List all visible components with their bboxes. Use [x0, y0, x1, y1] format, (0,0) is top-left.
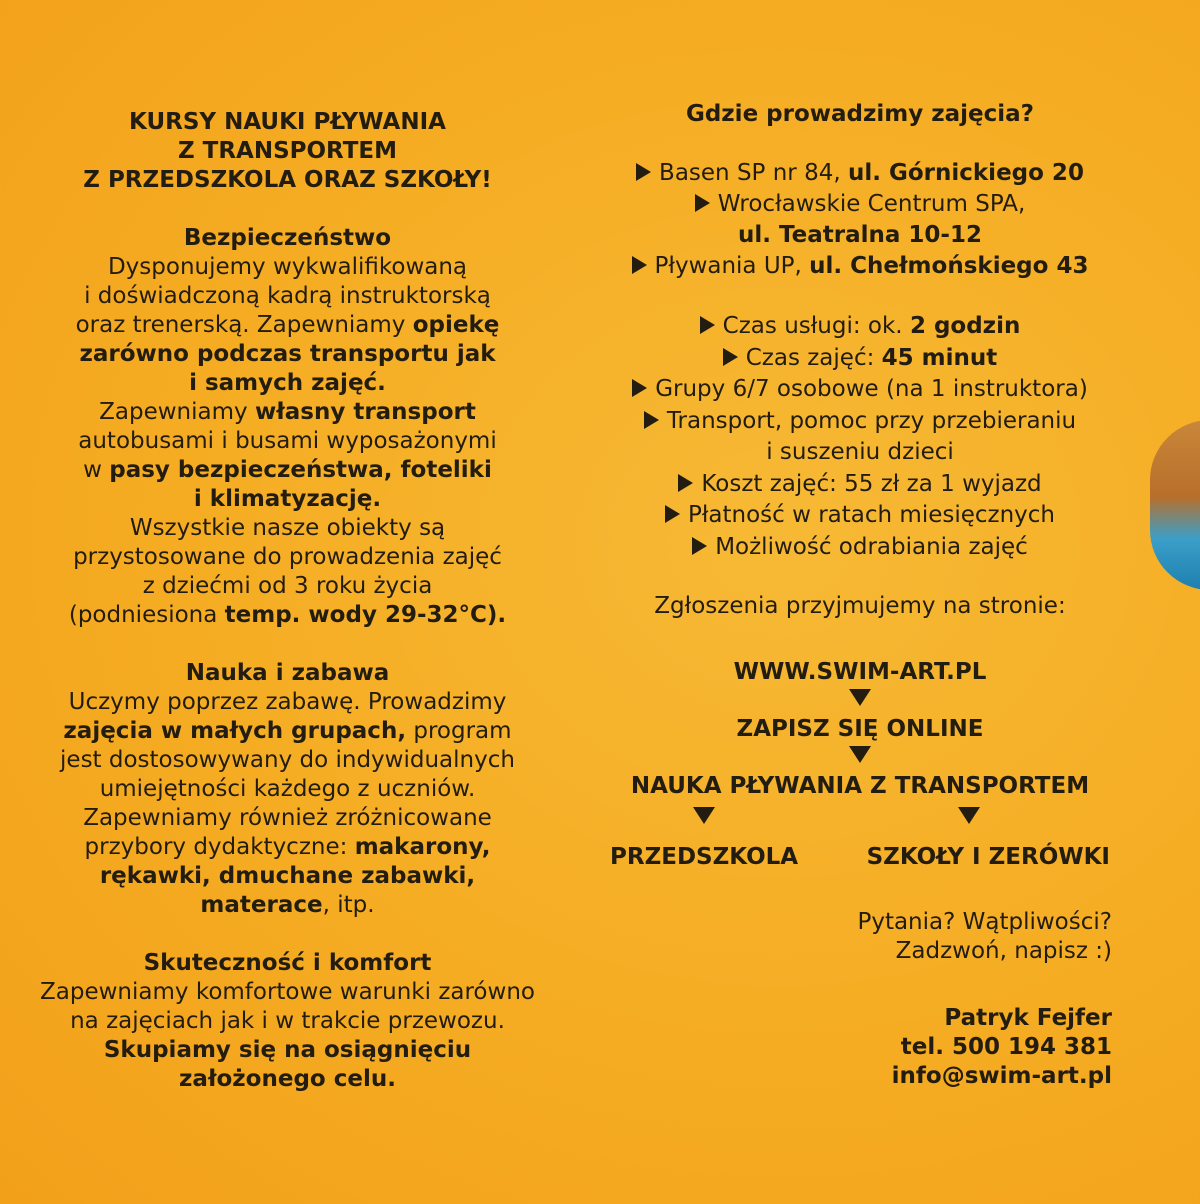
branch-targets [600, 843, 1120, 872]
feature-item: Płatność w ratach miesięcznych [600, 500, 1120, 532]
triangle-right-icon [723, 348, 738, 366]
safety-text: Dysponujemy wykwalifikowaną i doświadczoną kadrą instruktorską oraz trenerską. Zapewniamy opiekę zarówno podczas transportu jak i samych zajęć. Zapewniamy własny transport autobusami i busami wyposażonymi w pasy bezpieczeństwa, foteliki i klimatyzację. Wszystkie nasze obiekty są przystosowane do prowadzenia zajęć z dziećmi od 3 roku życia (podniesiona temp. wody 29-32°C). [68, 254, 507, 628]
contact-email[interactable]: info@swim-art.pl [891, 1063, 1112, 1089]
location-list [600, 158, 1120, 282]
arrow-down-icon [849, 746, 871, 763]
feature-item: Możliwość odrabiania zajęć [600, 532, 1120, 564]
feature-item: Czas usługi: ok. 2 godzin [600, 311, 1120, 343]
signup-text: Zgłoszenia przyjmujemy na stronie: [654, 593, 1066, 619]
swimmer-photo-edge [1150, 420, 1200, 590]
triangle-right-icon [700, 316, 715, 334]
location-item: Wrocławskie Centrum SPA, ul. Teatralna 10-12 [600, 189, 1120, 251]
location-item: Pływania UP, ul. Chełmońskiego 43 [600, 251, 1120, 282]
feature-item: Grupy 6/7 osobowe (na 1 instruktora) [600, 374, 1120, 406]
feature-list [600, 311, 1120, 563]
main-heading-line: KURSY NAUKI PŁYWANIA [129, 109, 446, 135]
fun-title: Nauka i zabawa [185, 660, 390, 686]
effect-text: Zapewniamy komfortowe warunki zarówno na zajęciach jak i w trakcie przewozu. Skupiamy się na osiągnięciu założonego celu. [40, 979, 535, 1092]
contact-phone[interactable]: tel. 500 194 381 [900, 1034, 1112, 1060]
right-column [600, 100, 1120, 1091]
website-link[interactable]: WWW.SWIM-ART.PL [733, 659, 987, 685]
effect-title: Skuteczność i komfort [143, 950, 432, 976]
course-step: NAUKA PŁYWANIA Z TRANSPORTEM [630, 773, 1090, 799]
triangle-right-icon [678, 474, 693, 492]
triangle-right-icon [632, 256, 647, 274]
where-title: Gdzie prowadzimy zajęcia? [685, 101, 1035, 127]
contact-name: Patryk Fejfer [944, 1005, 1112, 1031]
questions-text: Pytania? Wątpliwości? Zadzwoń, napisz :) [857, 909, 1112, 964]
triangle-right-icon [665, 505, 680, 523]
contact-block [600, 1004, 1120, 1091]
preschool-option: PRZEDSZKOLA [610, 844, 799, 870]
feature-item: Transport, pomoc przy przebieraniu i suszeniu dzieci [600, 406, 1120, 469]
school-option: SZKOŁY I ZERÓWKI [866, 844, 1110, 870]
main-heading-line: Z PRZEDSZKOLA ORAZ SZKOŁY! [83, 167, 492, 193]
arrow-down-icon [693, 807, 715, 824]
signup-online-step: ZAPISZ SIĘ ONLINE [736, 716, 984, 742]
triangle-right-icon [692, 537, 707, 555]
safety-title: Bezpieczeństwo [183, 225, 392, 251]
main-heading-line: Z TRANSPORTEM [177, 138, 398, 164]
location-item: Basen SP nr 84, ul. Górnickiego 20 [600, 158, 1120, 189]
triangle-right-icon [644, 411, 659, 429]
branch-arrows [600, 801, 1120, 843]
triangle-right-icon [695, 194, 710, 212]
left-column [30, 108, 545, 1094]
arrow-down-icon [849, 689, 871, 706]
feature-item: Czas zajęć: 45 minut [600, 343, 1120, 375]
triangle-right-icon [632, 379, 647, 397]
fun-text: Uczymy poprzez zabawę. Prowadzimy zajęcia w małych grupach, program jest dostosowywany do indywidualnych umiejętności każdego z uczniów. Zapewniamy również zróżnicowane przybory dydaktyczne: makarony, rękawki, dmuchane zabawki, materace, itp. [60, 689, 515, 918]
triangle-right-icon [636, 163, 651, 181]
feature-item: Koszt zajęć: 55 zł za 1 wyjazd [600, 469, 1120, 501]
arrow-down-icon [958, 807, 980, 824]
